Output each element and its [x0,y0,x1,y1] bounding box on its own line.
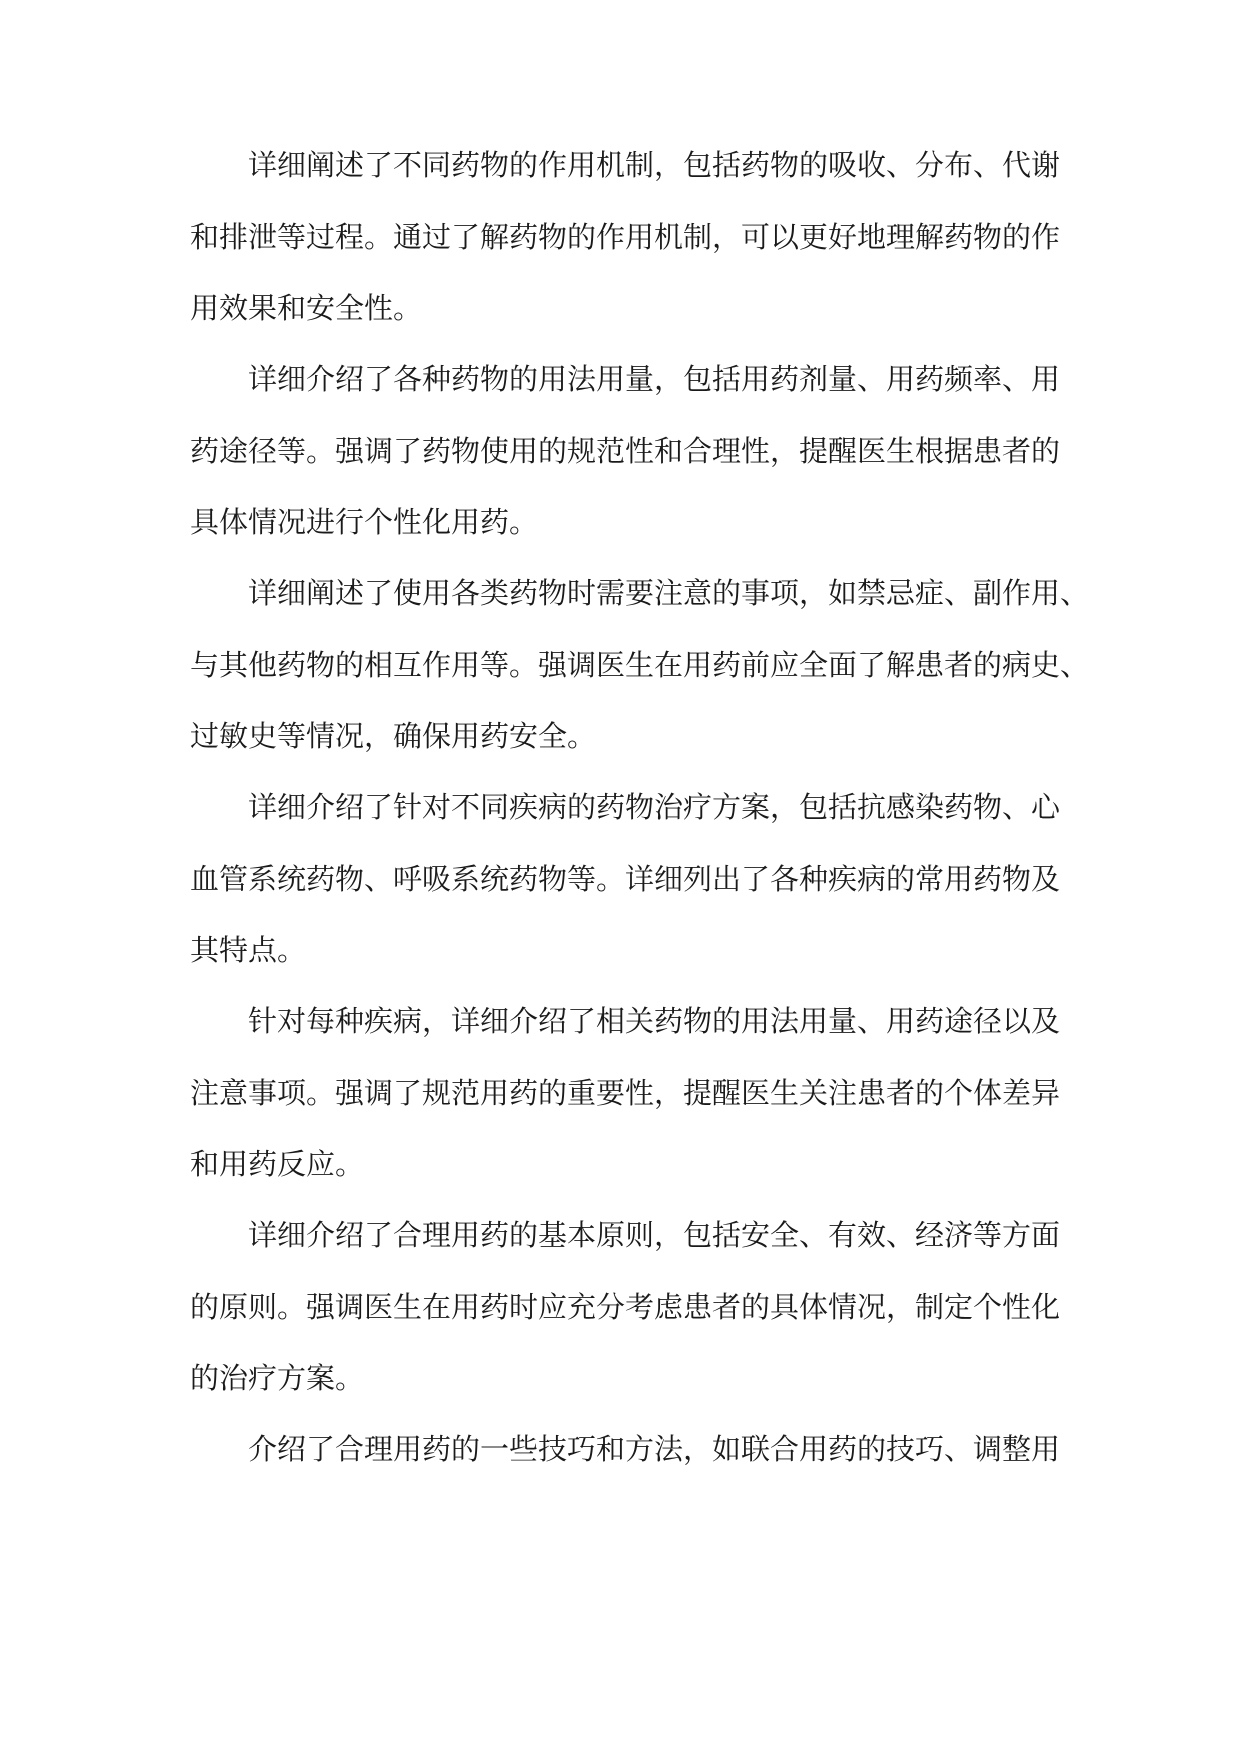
text-line: 与其他药物的相互作用等。强调医生在用药前应全面了解患者的病史、 [190,648,1090,682]
text-line: 详细介绍了各种药物的用法用量，包括用药剂量、用药频率、用 [248,362,1061,396]
text-line: 的原则。强调医生在用药时应充分考虑患者的具体情况，制定个性化 [190,1290,1061,1324]
text-line: 和用药反应。 [190,1147,365,1181]
text-line: 血管系统药物、呼吸系统药物等。详细列出了各种疾病的常用药物及 [190,862,1061,896]
text-line: 具体情况进行个性化用药。 [190,505,539,539]
text-line: 和排泄等过程。通过了解药物的作用机制，可以更好地理解药物的作 [190,220,1061,254]
text-line: 过敏史等情况，确保用药安全。 [190,719,597,753]
text-line: 注意事项。强调了规范用药的重要性，提醒医生关注患者的个体差异 [190,1076,1061,1110]
text-line: 药途径等。强调了药物使用的规范性和合理性，提醒医生根据患者的 [190,434,1061,468]
text-line: 详细阐述了不同药物的作用机制，包括药物的吸收、分布、代谢 [248,148,1061,182]
text-line: 其特点。 [190,933,307,967]
text-line: 介绍了合理用药的一些技巧和方法，如联合用药的技巧、调整用 [248,1432,1061,1466]
text-line: 详细介绍了合理用药的基本原则，包括安全、有效、经济等方面 [248,1218,1061,1252]
text-line: 的治疗方案。 [190,1361,365,1395]
text-line: 针对每种疾病，详细介绍了相关药物的用法用量、用药途径以及 [248,1004,1061,1038]
text-line: 详细介绍了针对不同疾病的药物治疗方案，包括抗感染药物、心 [248,790,1061,824]
text-line: 详细阐述了使用各类药物时需要注意的事项，如禁忌症、副作用、 [248,576,1090,610]
text-line: 用效果和安全性。 [190,291,423,325]
